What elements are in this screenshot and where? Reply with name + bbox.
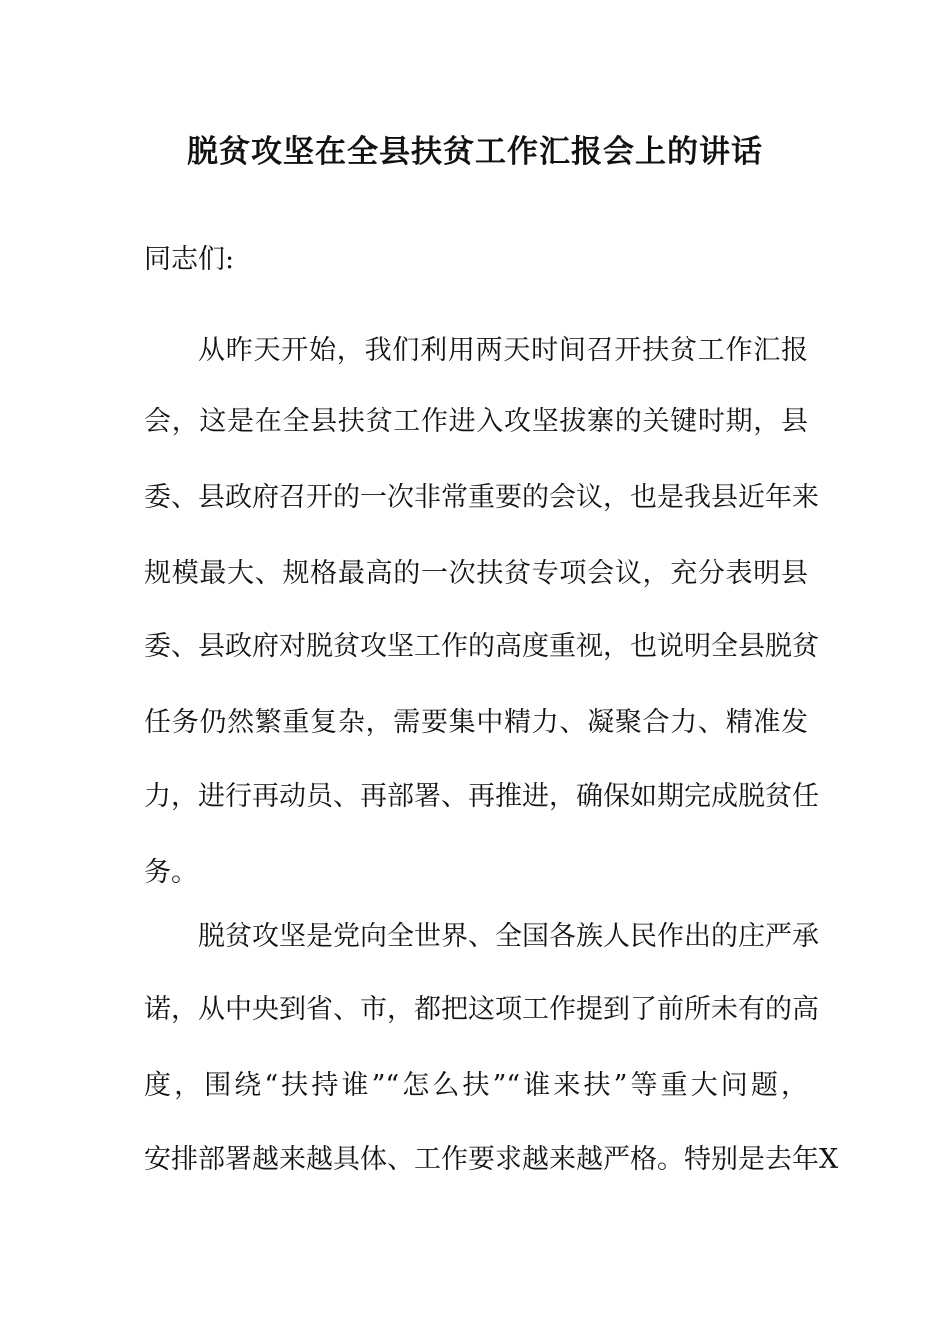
paragraph-line: 务。 xyxy=(144,857,198,888)
paragraph-line: 诺，从中央到省、市，都把这项工作提到了前所未有的高 xyxy=(144,994,819,1025)
paragraph-line: 规模最大、规格最高的一次扶贫专项会议，充分表明县 xyxy=(144,558,808,589)
paragraph-line: 从昨天开始，我们利用两天时间召开扶贫工作汇报 xyxy=(198,335,808,366)
document-title: 脱贫攻坚在全县扶贫工作汇报会上的讲话 xyxy=(187,134,763,170)
paragraph-line: 任务仍然繁重复杂，需要集中精力、凝聚合力、精准发 xyxy=(144,707,808,738)
paragraph-line: 脱贫攻坚是党向全世界、全国各族人民作出的庄严承 xyxy=(198,921,819,952)
paragraph-line: 委、县政府召开的一次非常重要的会议，也是我县近年来 xyxy=(144,482,819,513)
paragraph-line: 度，围绕“扶持谁”“怎么扶”“谁来扶”等重大问题， xyxy=(144,1070,808,1101)
salutation: 同志们: xyxy=(144,244,235,275)
paragraph-line: 会，这是在全县扶贫工作进入攻坚拔寨的关键时期，县 xyxy=(144,406,808,437)
paragraph-line: 安排部署越来越具体、工作要求越来越严格。特别是去年X xyxy=(144,1144,839,1175)
paragraph-line: 委、县政府对脱贫攻坚工作的高度重视，也说明全县脱贫 xyxy=(144,631,819,662)
paragraph-line: 力，进行再动员、再部署、再推进，确保如期完成脱贫任 xyxy=(144,781,819,812)
